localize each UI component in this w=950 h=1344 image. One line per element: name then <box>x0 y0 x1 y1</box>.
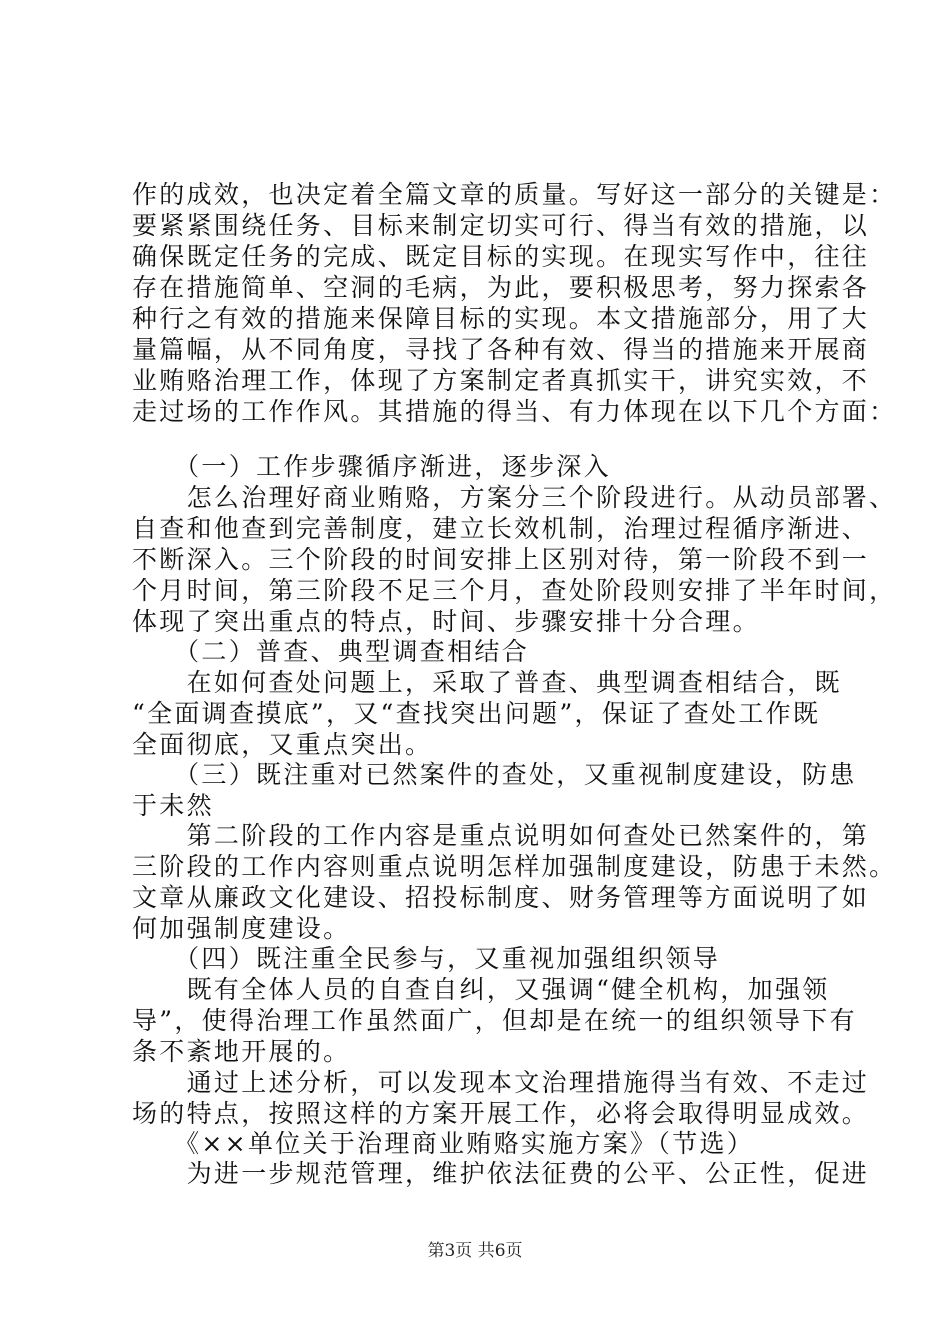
text-line: 种行之有效的措施来保障目标的实现。本文措施部分，用了大 <box>132 304 870 333</box>
text-line: （二）普查、典型调查相结合 <box>132 637 530 666</box>
text-line: 作的成效，也决定着全篇文章的质量。写好这一部分的关键是： <box>132 180 897 209</box>
text-line: 不断深入。三个阶段的时间安排上区别对待，第一阶段不到一 <box>132 545 870 574</box>
text-line: （一）工作步骤循序渐进，逐步深入 <box>132 452 611 481</box>
text-line: 怎么治理好商业贿赂，方案分三个阶段进行。从动员部署、 <box>132 483 897 512</box>
text-line: 为进一步规范管理，维护依法征费的公平、公正性，促进 <box>132 1159 870 1188</box>
text-line: 要紧紧围绕任务、目标来制定切实可行、得当有效的措施，以 <box>132 211 870 240</box>
text-line: 全面彻底，又重点突出。 <box>132 730 433 759</box>
text-line: 于未然 <box>132 791 214 820</box>
text-line: 三阶段的工作内容则重点说明怎样加强制度建设，防患于未然。 <box>132 852 897 881</box>
text-line: 通过上述分析，可以发现本文治理措施得当有效、不走过 <box>132 1068 870 1097</box>
text-line: 量篇幅，从不同角度，寻找了各种有效、得当的措施来开展商 <box>132 335 870 364</box>
text-line: “全面调查摸底”，又“查找突出问题”，保证了查处工作既 <box>132 699 821 728</box>
text-line: 第二阶段的工作内容是重点说明如何查处已然案件的，第 <box>132 821 870 850</box>
text-line: 走过场的工作作风。其措施的得当、有力体现在以下几个方面： <box>132 397 897 426</box>
text-line: 体现了突出重点的特点，时间、步骤安排十分合理。 <box>132 607 760 636</box>
text-line: 在如何查处问题上，采取了普查、典型调查相结合，既 <box>132 668 842 697</box>
text-line: （三）既注重对已然案件的查处，又重视制度建设，防患 <box>132 760 857 789</box>
text-line: 《××单位关于治理商业贿赂实施方案》（节选） <box>132 1129 755 1158</box>
text-line: 个月时间，第三阶段不足三个月，查处阶段则安排了半年时间， <box>132 576 897 605</box>
page-footer: 第3页 共6页 <box>427 1241 523 1261</box>
text-line: 既有全体人员的自查自纠，又强调“健全机构，加强领 <box>132 975 830 1004</box>
text-line: 场的特点，按照这样的方案开展工作，必将会取得明显成效。 <box>132 1099 870 1128</box>
text-line: 导”，使得治理工作虽然面广，但却是在统一的组织领导下有 <box>132 1006 857 1035</box>
text-line: 条不紊地开展的。 <box>132 1037 351 1066</box>
text-line: 存在措施简单、空洞的毛病，为此，要积极思考，努力探索各 <box>132 273 870 302</box>
text-line: 自查和他查到完善制度，建立长效机制，治理过程循序渐进、 <box>132 514 870 543</box>
text-line: 文章从廉政文化建设、招投标制度、财务管理等方面说明了如 <box>132 883 870 912</box>
text-line: 何加强制度建设。 <box>132 914 351 943</box>
text-line: 业贿赂治理工作，体现了方案制定者真抓实干，讲究实效，不 <box>132 366 870 395</box>
text-line: 确保既定任务的完成、既定目标的实现。在现实写作中，往往 <box>132 242 870 271</box>
text-line: （四）既注重全民参与，又重视加强组织领导 <box>132 944 721 973</box>
